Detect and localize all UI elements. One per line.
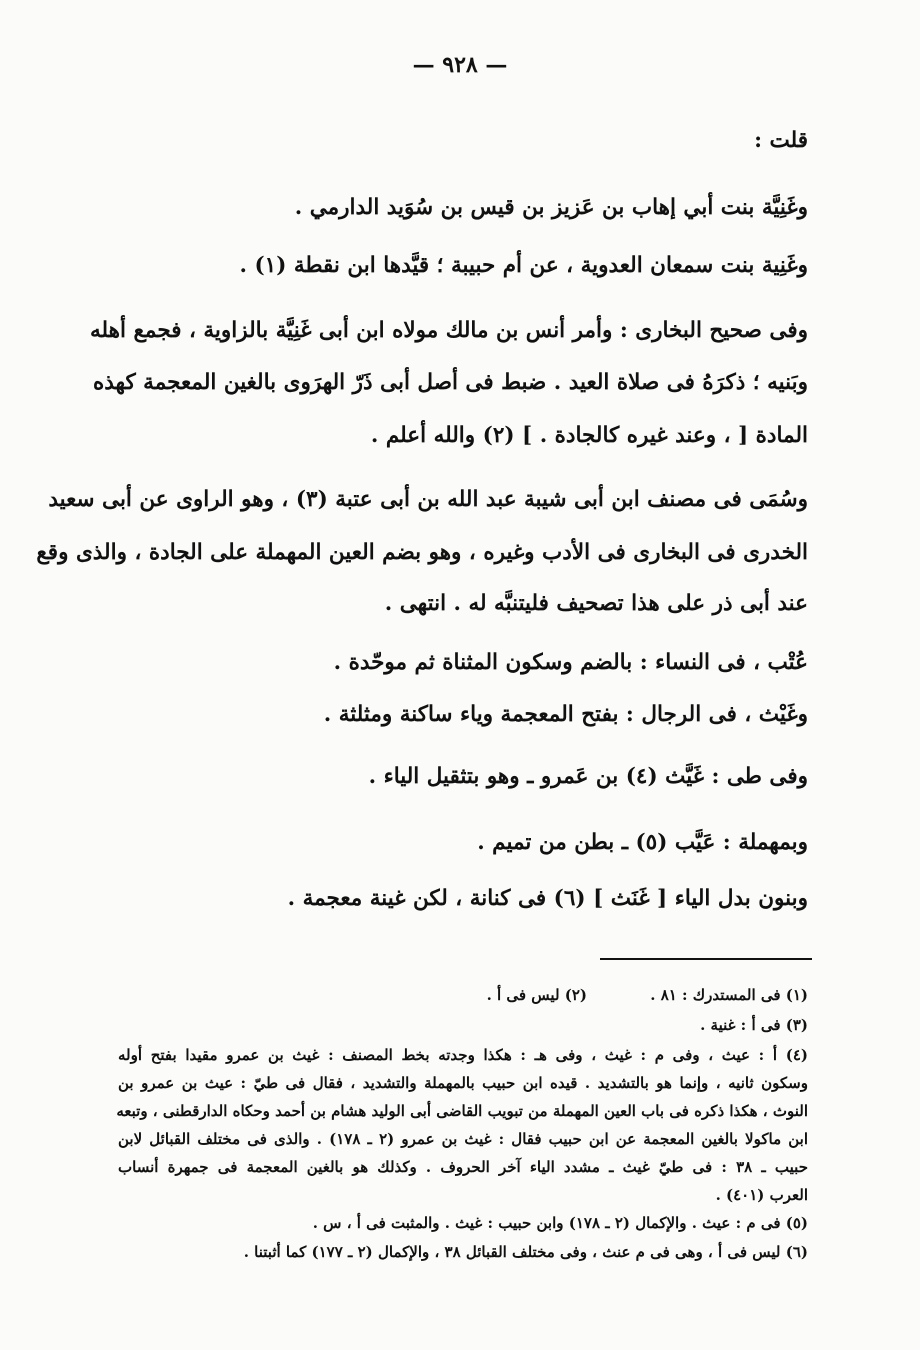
text-line-14: وبنون بدل الياء [ غَنَث ] (٦) فى كنانة ، لكن غينة معجمة . xyxy=(287,886,808,911)
page-number: — ٩٢٨ — xyxy=(412,52,508,78)
footnote-4-line-3: النوث ، هكذا ذكره فى باب العين المهملة من تبويب القاضى أبى الوليد هشام بن أحمد وحكاه الدارقطنى ، وتبعه xyxy=(116,1102,808,1120)
text-line-4: وفى صحيح البخارى : وأمر أنس بن مالك مولاه ابن أبى غَنِيَّة بالزاوية ، فجمع أهله xyxy=(90,318,808,343)
footnote-2: (٢) ليس فى أ . xyxy=(486,986,588,1004)
footnote-6: (٦) ليس فى أ ، وهى فى م عنث ، وفى مختلف القبائل ٣٨ ، والإكمال (٢ ـ ١٧٧) كما أثبتنا . xyxy=(243,1243,808,1261)
text-line-5: وبَنيه ؛ ذكرَهُ فى صلاة العيد . ضبط فى أصل أبى ذَرّ الهرَوى بالغين المعجمة كهذه xyxy=(93,370,808,395)
text-line-1: قلت : xyxy=(754,128,808,153)
text-line-13: وبمهملة : عَيَّب (٥) ـ بطن من تميم . xyxy=(477,830,808,855)
text-line-12: وفى طى : غَيَّث (٤) بن عَمرو ـ وهو بتثقيل الياء . xyxy=(368,764,808,789)
text-line-2: وغَنِيَّة بنت أبي إهاب بن عَزيز بن قيس بن سُوَيد الدارمي . xyxy=(294,195,808,220)
text-line-6: المادة [ ، وعند غيره كالجادة . ] (٢) والله أعلم . xyxy=(370,423,808,448)
text-line-3: وغَنِية بنت سمعان العدوية ، عن أم حبيبة ؛ قيَّدها ابن نقطة (١) . xyxy=(239,253,808,278)
footnote-4-line-2: وسكون ثانيه ، وإنما هو بالتشديد . قيده ابن حبيب بالمهملة والتشديد ، فقال فى طيّ : عيث بن عمرو بن xyxy=(118,1074,808,1092)
text-line-10: عُتْب ، فى النساء : بالضم وسكون المثناة ثم موحّدة . xyxy=(333,650,808,675)
footnote-4-line-5: حبيب ـ ٣٨ : فى طيّ غيث ـ مشدد الياء آخر الحروف . وكذلك هو بالغين المعجمة فى جمهرة أنساب xyxy=(118,1158,808,1176)
footnote-3: (٣) فى أ : غنية . xyxy=(700,1016,808,1034)
footnote-row-1-2 xyxy=(118,986,808,1004)
footnote-separator xyxy=(600,958,812,960)
text-line-7: وسُمَى فى مصنف ابن أبى شيبة عبد الله بن أبى عتبة (٣) ، وهو الراوى عن أبى سعيد xyxy=(48,487,808,512)
footnote-4-line-6: العرب (٤٠١) . xyxy=(715,1186,808,1204)
footnote-1: (١) فى المستدرك : ٨١ . xyxy=(650,986,808,1004)
footnote-5: (٥) فى م : عيث . والإكمال (٢ ـ ١٧٨) وابن حبيب : غيث . والمثبت فى أ ، س . xyxy=(312,1214,808,1232)
text-line-9: عند أبى ذر على هذا تصحيف فليتنبَّه له . انتهى . xyxy=(384,591,808,616)
text-line-11: وغَيْث ، فى الرجال : بفتح المعجمة وياء ساكنة ومثلثة . xyxy=(323,702,808,727)
footnote-4-line-4: ابن ماكولا بالغين المعجمة عن ابن حبيب فقال : غيث بن عمرو (٢ ـ ١٧٨) . والذى فى مختلف القبائل لابن xyxy=(118,1130,809,1148)
text-line-8: الخدرى فى البخارى فى الأدب وغيره ، وهو بضم العين المهملة على الجادة ، والذى وقع xyxy=(36,540,808,565)
footnote-4-line-1: (٤) أ : عيث ، وفى م : غيث ، وفى هـ : هكذا وجدته بخط المصنف : غيث بن عمرو مقيدا بفتح أوله xyxy=(118,1046,808,1064)
